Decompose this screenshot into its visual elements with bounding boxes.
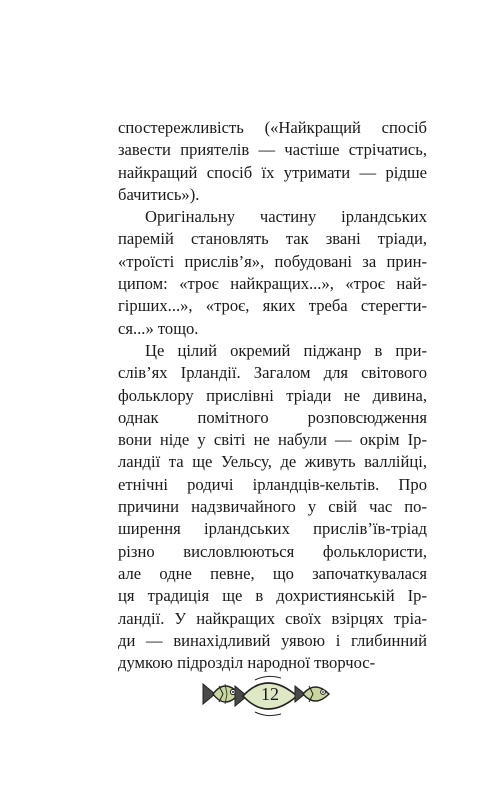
text-line: ся...» тощо. [118, 318, 199, 338]
text-line: фольклору прислівні тріади не дивина, [118, 385, 427, 405]
text-line: «троїсті прислів’я», побудовані за прин- [118, 251, 427, 271]
text-line: завести приятелів — частіше стрічатись, [118, 140, 427, 160]
text-line: ця традиція ще в дохристиянській Ір- [118, 586, 427, 606]
paragraph [118, 117, 427, 206]
text-line: ширення ірландських прислів’їв-тріад [118, 519, 427, 539]
page-footer [195, 664, 335, 730]
page-number: 12 [261, 684, 279, 704]
paragraph [118, 206, 427, 340]
left-fish-icon [203, 684, 239, 704]
text-line: ландії. У найкращих своїх взірцях тріа- [118, 608, 427, 628]
text-line: слів’ях Ірландії. Загалом для світового [118, 363, 427, 383]
text-line: причини надзвичайного у свій час по- [118, 497, 427, 517]
text-line: ципом: «троє найкращих...», «троє най- [118, 274, 427, 294]
text-line: різно висловлюються фольклористи, [118, 541, 427, 561]
text-line: ландії та ще Уельсу, де живуть валлійці, [118, 452, 427, 472]
text-line: гірших...», «троє, яких треба стерегти- [118, 296, 427, 316]
text-line: Це цілий окремий піджанр в при- [145, 340, 427, 360]
text-line: але одне певне, що започаткувалася [118, 563, 427, 583]
text-line: найкращий спосіб їх утримати — рідше [118, 162, 427, 182]
page-body-text [118, 117, 427, 674]
text-line: спостережливість («Найкращий спосіб [118, 118, 427, 137]
paragraph [118, 340, 427, 674]
text-line: етнічні родичі ірландців-кельтів. Про [118, 474, 427, 494]
text-line: Оригінальну частину ірландських [145, 207, 427, 227]
text-line: ди — винахідливий уявою і глибинний [118, 630, 427, 650]
text-line: паремій становлять так звані тріади, [118, 229, 427, 249]
text-line: однак помітного розповсюдження [118, 407, 427, 427]
text-line: думкою підрозділ народної творчос- [118, 653, 376, 673]
right-fish-icon [295, 686, 329, 702]
text-line: бачитись»). [118, 184, 200, 204]
text-line: вони ніде у світі не набули — окрім Ір- [118, 430, 427, 450]
